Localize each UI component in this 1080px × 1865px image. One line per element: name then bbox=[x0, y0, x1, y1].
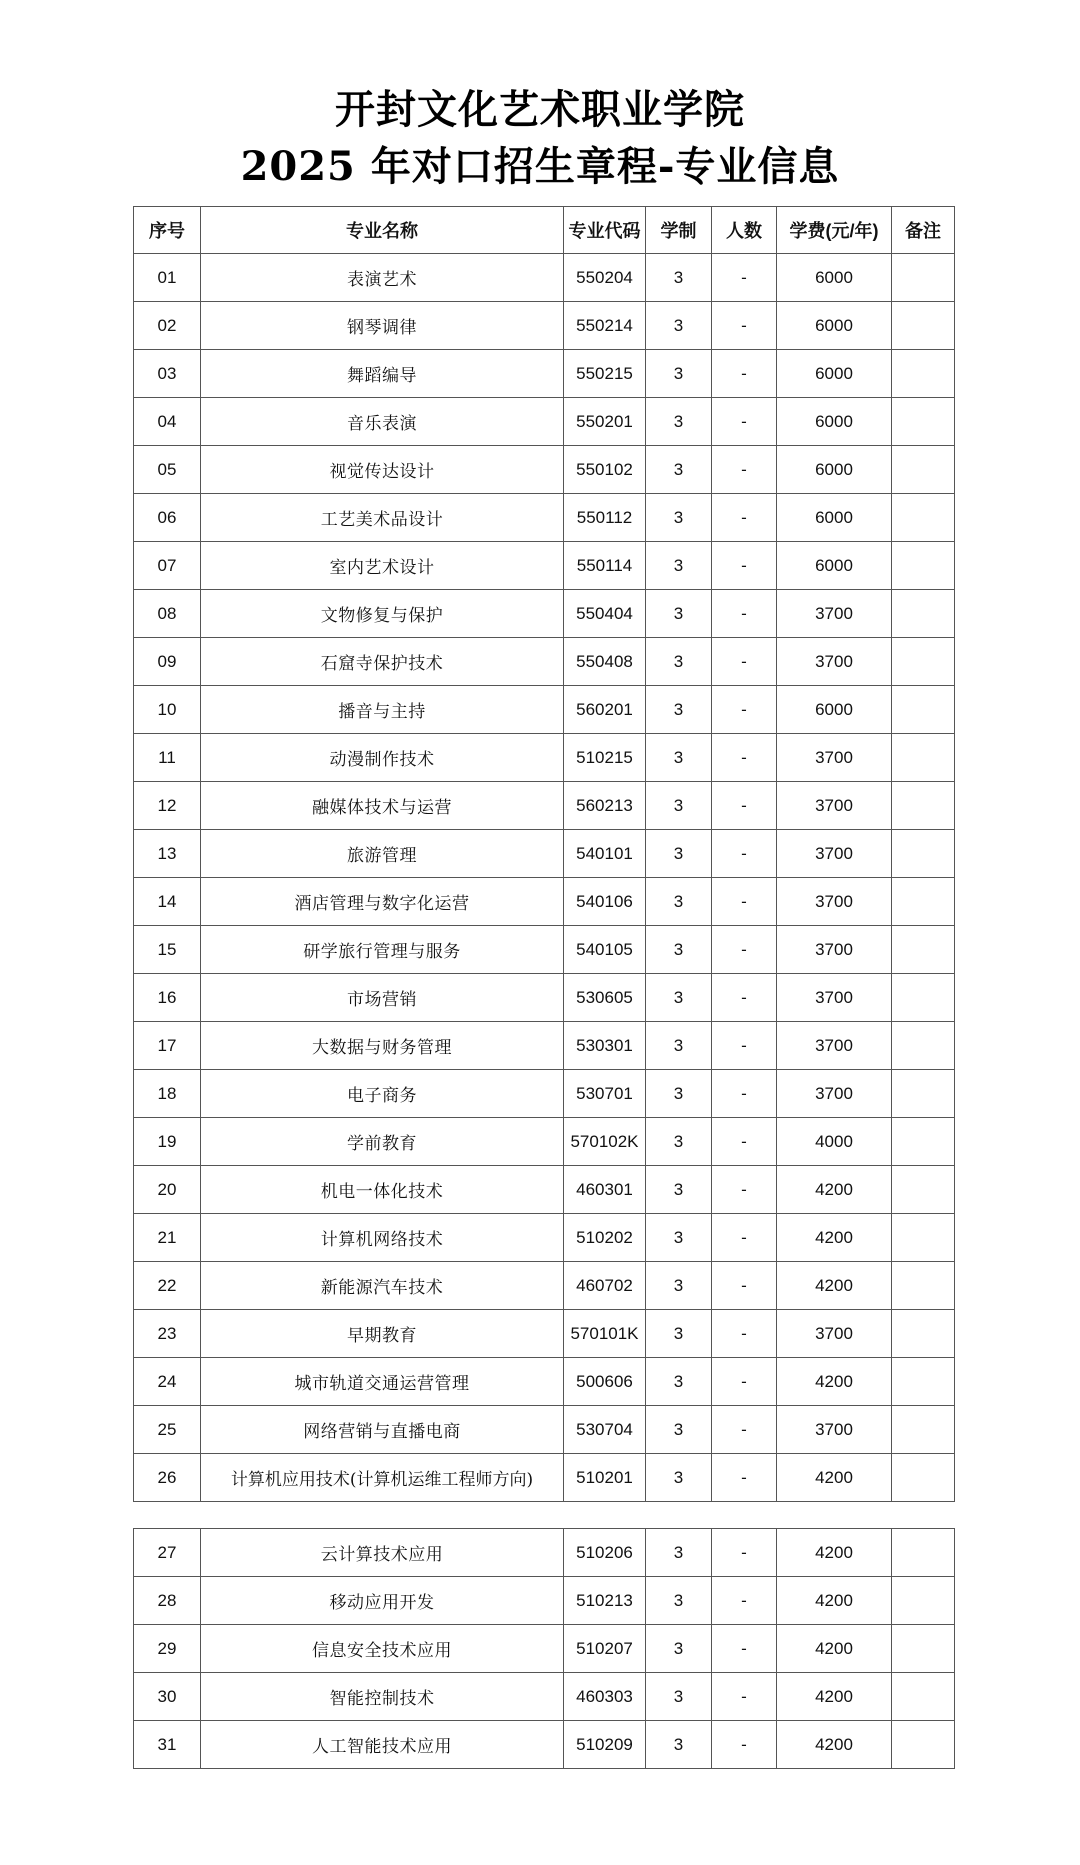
cell-count: - bbox=[712, 446, 777, 494]
cell-note bbox=[892, 1262, 955, 1310]
table-row bbox=[134, 1406, 955, 1454]
header-no: 序号 bbox=[134, 207, 201, 254]
cell-count: - bbox=[712, 1673, 777, 1721]
cell-note bbox=[892, 1214, 955, 1262]
page-title: 开封文化艺术职业学院 bbox=[335, 86, 745, 133]
cell-note bbox=[892, 494, 955, 542]
table-row bbox=[134, 1529, 955, 1577]
cell-count: - bbox=[712, 1070, 777, 1118]
cell-fee: 4000 bbox=[777, 1118, 892, 1166]
cell-count: - bbox=[712, 1118, 777, 1166]
cell-name: 室内艺术设计 bbox=[201, 542, 564, 590]
table-row bbox=[134, 1721, 955, 1769]
cell-years: 3 bbox=[646, 1454, 712, 1502]
cell-name: 信息安全技术应用 bbox=[201, 1625, 564, 1673]
table-row bbox=[134, 878, 955, 926]
cell-code: 510215 bbox=[564, 734, 646, 782]
cell-note bbox=[892, 686, 955, 734]
cell-note bbox=[892, 350, 955, 398]
cell-note bbox=[892, 1406, 955, 1454]
header-code: 专业代码 bbox=[564, 207, 646, 254]
cell-note bbox=[892, 1577, 955, 1625]
cell-fee: 3700 bbox=[777, 638, 892, 686]
cell-no: 08 bbox=[134, 590, 201, 638]
cell-code: 510207 bbox=[564, 1625, 646, 1673]
cell-no: 10 bbox=[134, 686, 201, 734]
cell-no: 05 bbox=[134, 446, 201, 494]
table-row bbox=[134, 1310, 955, 1358]
cell-years: 3 bbox=[646, 1673, 712, 1721]
cell-years: 3 bbox=[646, 1577, 712, 1625]
cell-years: 3 bbox=[646, 1118, 712, 1166]
table-row bbox=[134, 1166, 955, 1214]
cell-fee: 6000 bbox=[777, 254, 892, 302]
cell-fee: 3700 bbox=[777, 1022, 892, 1070]
cell-name: 计算机应用技术(计算机运维工程师方向) bbox=[201, 1454, 564, 1502]
cell-no: 02 bbox=[134, 302, 201, 350]
cell-count: - bbox=[712, 1454, 777, 1502]
cell-fee: 3700 bbox=[777, 878, 892, 926]
cell-years: 3 bbox=[646, 446, 712, 494]
cell-years: 3 bbox=[646, 974, 712, 1022]
cell-fee: 4200 bbox=[777, 1214, 892, 1262]
cell-name: 机电一体化技术 bbox=[201, 1166, 564, 1214]
cell-years: 3 bbox=[646, 494, 712, 542]
table-row bbox=[134, 1262, 955, 1310]
cell-count: - bbox=[712, 542, 777, 590]
cell-code: 550204 bbox=[564, 254, 646, 302]
cell-count: - bbox=[712, 1262, 777, 1310]
cell-years: 3 bbox=[646, 302, 712, 350]
table-row bbox=[134, 350, 955, 398]
cell-count: - bbox=[712, 638, 777, 686]
cell-note bbox=[892, 254, 955, 302]
cell-code: 510213 bbox=[564, 1577, 646, 1625]
cell-no: 17 bbox=[134, 1022, 201, 1070]
cell-fee: 6000 bbox=[777, 542, 892, 590]
cell-years: 3 bbox=[646, 878, 712, 926]
cell-count: - bbox=[712, 1358, 777, 1406]
cell-years: 3 bbox=[646, 686, 712, 734]
cell-code: 550214 bbox=[564, 302, 646, 350]
cell-fee: 4200 bbox=[777, 1721, 892, 1769]
cell-fee: 3700 bbox=[777, 1070, 892, 1118]
cell-note bbox=[892, 542, 955, 590]
cell-note bbox=[892, 1070, 955, 1118]
cell-code: 570101K bbox=[564, 1310, 646, 1358]
table-row bbox=[134, 1118, 955, 1166]
cell-note bbox=[892, 302, 955, 350]
page-subtitle: 2025 年对口招生章程-专业信息 bbox=[240, 143, 840, 190]
cell-no: 27 bbox=[134, 1529, 201, 1577]
cell-code: 510202 bbox=[564, 1214, 646, 1262]
cell-years: 3 bbox=[646, 926, 712, 974]
cell-fee: 4200 bbox=[777, 1262, 892, 1310]
cell-no: 15 bbox=[134, 926, 201, 974]
table-row bbox=[134, 1214, 955, 1262]
cell-years: 3 bbox=[646, 1070, 712, 1118]
cell-fee: 4200 bbox=[777, 1166, 892, 1214]
cell-no: 20 bbox=[134, 1166, 201, 1214]
cell-no: 04 bbox=[134, 398, 201, 446]
cell-fee: 6000 bbox=[777, 686, 892, 734]
cell-years: 3 bbox=[646, 830, 712, 878]
cell-note bbox=[892, 1022, 955, 1070]
cell-code: 510201 bbox=[564, 1454, 646, 1502]
cell-name: 舞蹈编导 bbox=[201, 350, 564, 398]
table-row bbox=[134, 446, 955, 494]
cell-no: 09 bbox=[134, 638, 201, 686]
cell-count: - bbox=[712, 1625, 777, 1673]
cell-years: 3 bbox=[646, 590, 712, 638]
cell-no: 07 bbox=[134, 542, 201, 590]
cell-fee: 6000 bbox=[777, 350, 892, 398]
cell-no: 25 bbox=[134, 1406, 201, 1454]
cell-name: 研学旅行管理与服务 bbox=[201, 926, 564, 974]
cell-count: - bbox=[712, 782, 777, 830]
cell-code: 530301 bbox=[564, 1022, 646, 1070]
cell-count: - bbox=[712, 1529, 777, 1577]
cell-name: 文物修复与保护 bbox=[201, 590, 564, 638]
cell-years: 3 bbox=[646, 1166, 712, 1214]
cell-years: 3 bbox=[646, 1310, 712, 1358]
cell-note bbox=[892, 638, 955, 686]
cell-no: 16 bbox=[134, 974, 201, 1022]
cell-years: 3 bbox=[646, 1721, 712, 1769]
cell-name: 市场营销 bbox=[201, 974, 564, 1022]
cell-fee: 4200 bbox=[777, 1454, 892, 1502]
cell-years: 3 bbox=[646, 1214, 712, 1262]
cell-note bbox=[892, 830, 955, 878]
cell-years: 3 bbox=[646, 542, 712, 590]
cell-note bbox=[892, 782, 955, 830]
cell-no: 06 bbox=[134, 494, 201, 542]
cell-fee: 3700 bbox=[777, 1406, 892, 1454]
cell-fee: 3700 bbox=[777, 734, 892, 782]
cell-no: 22 bbox=[134, 1262, 201, 1310]
table-row bbox=[134, 494, 955, 542]
cell-no: 13 bbox=[134, 830, 201, 878]
cell-name: 表演艺术 bbox=[201, 254, 564, 302]
cell-fee: 3700 bbox=[777, 1310, 892, 1358]
majors-table-body bbox=[134, 254, 955, 1502]
cell-years: 3 bbox=[646, 1529, 712, 1577]
cell-name: 智能控制技术 bbox=[201, 1673, 564, 1721]
cell-name: 电子商务 bbox=[201, 1070, 564, 1118]
majors-table-continued bbox=[133, 1528, 955, 1769]
table-row bbox=[134, 542, 955, 590]
table-row bbox=[134, 254, 955, 302]
cell-code: 550112 bbox=[564, 494, 646, 542]
cell-code: 550215 bbox=[564, 350, 646, 398]
cell-no: 14 bbox=[134, 878, 201, 926]
cell-name: 人工智能技术应用 bbox=[201, 1721, 564, 1769]
cell-no: 28 bbox=[134, 1577, 201, 1625]
cell-name: 工艺美术品设计 bbox=[201, 494, 564, 542]
table-row bbox=[134, 590, 955, 638]
cell-code: 550404 bbox=[564, 590, 646, 638]
cell-fee: 4200 bbox=[777, 1625, 892, 1673]
cell-name: 早期教育 bbox=[201, 1310, 564, 1358]
table-row bbox=[134, 974, 955, 1022]
cell-note bbox=[892, 398, 955, 446]
cell-note bbox=[892, 1529, 955, 1577]
cell-no: 18 bbox=[134, 1070, 201, 1118]
table-row bbox=[134, 1454, 955, 1502]
table-header-row bbox=[134, 207, 955, 254]
cell-code: 550114 bbox=[564, 542, 646, 590]
cell-note bbox=[892, 1673, 955, 1721]
cell-count: - bbox=[712, 830, 777, 878]
header-note: 备注 bbox=[892, 207, 955, 254]
cell-fee: 4200 bbox=[777, 1358, 892, 1406]
cell-count: - bbox=[712, 302, 777, 350]
cell-count: - bbox=[712, 1214, 777, 1262]
cell-name: 石窟寺保护技术 bbox=[201, 638, 564, 686]
table-row bbox=[134, 830, 955, 878]
cell-count: - bbox=[712, 1406, 777, 1454]
cell-name: 学前教育 bbox=[201, 1118, 564, 1166]
cell-code: 530701 bbox=[564, 1070, 646, 1118]
cell-code: 550201 bbox=[564, 398, 646, 446]
cell-note bbox=[892, 974, 955, 1022]
cell-code: 460702 bbox=[564, 1262, 646, 1310]
cell-years: 3 bbox=[646, 782, 712, 830]
cell-fee: 3700 bbox=[777, 926, 892, 974]
cell-code: 540105 bbox=[564, 926, 646, 974]
cell-no: 31 bbox=[134, 1721, 201, 1769]
cell-no: 24 bbox=[134, 1358, 201, 1406]
table-row bbox=[134, 398, 955, 446]
cell-name: 音乐表演 bbox=[201, 398, 564, 446]
cell-code: 550408 bbox=[564, 638, 646, 686]
table-row bbox=[134, 1577, 955, 1625]
cell-name: 播音与主持 bbox=[201, 686, 564, 734]
cell-years: 3 bbox=[646, 1406, 712, 1454]
header-fee: 学费(元/年) bbox=[777, 207, 892, 254]
cell-name: 融媒体技术与运营 bbox=[201, 782, 564, 830]
header-count: 人数 bbox=[712, 207, 777, 254]
cell-code: 460303 bbox=[564, 1673, 646, 1721]
cell-count: - bbox=[712, 1577, 777, 1625]
cell-fee: 4200 bbox=[777, 1529, 892, 1577]
cell-count: - bbox=[712, 734, 777, 782]
cell-no: 19 bbox=[134, 1118, 201, 1166]
cell-no: 26 bbox=[134, 1454, 201, 1502]
cell-fee: 6000 bbox=[777, 494, 892, 542]
cell-count: - bbox=[712, 1022, 777, 1070]
cell-note bbox=[892, 1721, 955, 1769]
cell-no: 01 bbox=[134, 254, 201, 302]
cell-fee: 3700 bbox=[777, 590, 892, 638]
cell-name: 视觉传达设计 bbox=[201, 446, 564, 494]
cell-fee: 4200 bbox=[777, 1673, 892, 1721]
cell-code: 510206 bbox=[564, 1529, 646, 1577]
cell-name: 计算机网络技术 bbox=[201, 1214, 564, 1262]
majors-table bbox=[133, 206, 955, 1502]
cell-code: 570102K bbox=[564, 1118, 646, 1166]
table-row bbox=[134, 686, 955, 734]
table-row bbox=[134, 1070, 955, 1118]
cell-note bbox=[892, 1310, 955, 1358]
cell-years: 3 bbox=[646, 254, 712, 302]
cell-code: 460301 bbox=[564, 1166, 646, 1214]
cell-count: - bbox=[712, 350, 777, 398]
cell-code: 550102 bbox=[564, 446, 646, 494]
table-row bbox=[134, 1022, 955, 1070]
cell-code: 540101 bbox=[564, 830, 646, 878]
cell-note bbox=[892, 1118, 955, 1166]
cell-years: 3 bbox=[646, 638, 712, 686]
cell-fee: 6000 bbox=[777, 398, 892, 446]
header-name: 专业名称 bbox=[201, 207, 564, 254]
header-years: 学制 bbox=[646, 207, 712, 254]
cell-no: 11 bbox=[134, 734, 201, 782]
cell-code: 560201 bbox=[564, 686, 646, 734]
cell-no: 03 bbox=[134, 350, 201, 398]
cell-years: 3 bbox=[646, 1358, 712, 1406]
cell-code: 560213 bbox=[564, 782, 646, 830]
cell-years: 3 bbox=[646, 1022, 712, 1070]
cell-no: 21 bbox=[134, 1214, 201, 1262]
cell-name: 新能源汽车技术 bbox=[201, 1262, 564, 1310]
cell-fee: 4200 bbox=[777, 1577, 892, 1625]
cell-fee: 3700 bbox=[777, 782, 892, 830]
cell-years: 3 bbox=[646, 734, 712, 782]
cell-name: 网络营销与直播电商 bbox=[201, 1406, 564, 1454]
cell-count: - bbox=[712, 926, 777, 974]
cell-name: 移动应用开发 bbox=[201, 1577, 564, 1625]
cell-name: 钢琴调律 bbox=[201, 302, 564, 350]
cell-note bbox=[892, 446, 955, 494]
cell-name: 城市轨道交通运营管理 bbox=[201, 1358, 564, 1406]
table-row bbox=[134, 638, 955, 686]
cell-note bbox=[892, 1358, 955, 1406]
cell-years: 3 bbox=[646, 1262, 712, 1310]
cell-note bbox=[892, 1454, 955, 1502]
cell-code: 530605 bbox=[564, 974, 646, 1022]
cell-years: 3 bbox=[646, 350, 712, 398]
cell-note bbox=[892, 1625, 955, 1673]
table-row bbox=[134, 302, 955, 350]
cell-fee: 3700 bbox=[777, 830, 892, 878]
cell-count: - bbox=[712, 1721, 777, 1769]
cell-count: - bbox=[712, 1310, 777, 1358]
cell-count: - bbox=[712, 398, 777, 446]
table-row bbox=[134, 1673, 955, 1721]
cell-fee: 6000 bbox=[777, 446, 892, 494]
cell-count: - bbox=[712, 590, 777, 638]
cell-fee: 3700 bbox=[777, 974, 892, 1022]
table-row bbox=[134, 1625, 955, 1673]
cell-count: - bbox=[712, 686, 777, 734]
table-row bbox=[134, 926, 955, 974]
cell-code: 530704 bbox=[564, 1406, 646, 1454]
majors-table-continued-body bbox=[134, 1529, 955, 1769]
cell-count: - bbox=[712, 878, 777, 926]
cell-code: 500606 bbox=[564, 1358, 646, 1406]
cell-code: 540106 bbox=[564, 878, 646, 926]
cell-years: 3 bbox=[646, 1625, 712, 1673]
cell-no: 23 bbox=[134, 1310, 201, 1358]
cell-name: 大数据与财务管理 bbox=[201, 1022, 564, 1070]
table-row bbox=[134, 1358, 955, 1406]
table-row bbox=[134, 734, 955, 782]
cell-name: 旅游管理 bbox=[201, 830, 564, 878]
cell-note bbox=[892, 878, 955, 926]
cell-fee: 6000 bbox=[777, 302, 892, 350]
table-row bbox=[134, 782, 955, 830]
cell-count: - bbox=[712, 974, 777, 1022]
cell-count: - bbox=[712, 1166, 777, 1214]
cell-note bbox=[892, 734, 955, 782]
cell-name: 云计算技术应用 bbox=[201, 1529, 564, 1577]
cell-no: 29 bbox=[134, 1625, 201, 1673]
cell-note bbox=[892, 590, 955, 638]
cell-name: 酒店管理与数字化运营 bbox=[201, 878, 564, 926]
cell-count: - bbox=[712, 494, 777, 542]
cell-years: 3 bbox=[646, 398, 712, 446]
cell-no: 30 bbox=[134, 1673, 201, 1721]
cell-note bbox=[892, 926, 955, 974]
cell-name: 动漫制作技术 bbox=[201, 734, 564, 782]
cell-no: 12 bbox=[134, 782, 201, 830]
cell-note bbox=[892, 1166, 955, 1214]
cell-count: - bbox=[712, 254, 777, 302]
cell-code: 510209 bbox=[564, 1721, 646, 1769]
